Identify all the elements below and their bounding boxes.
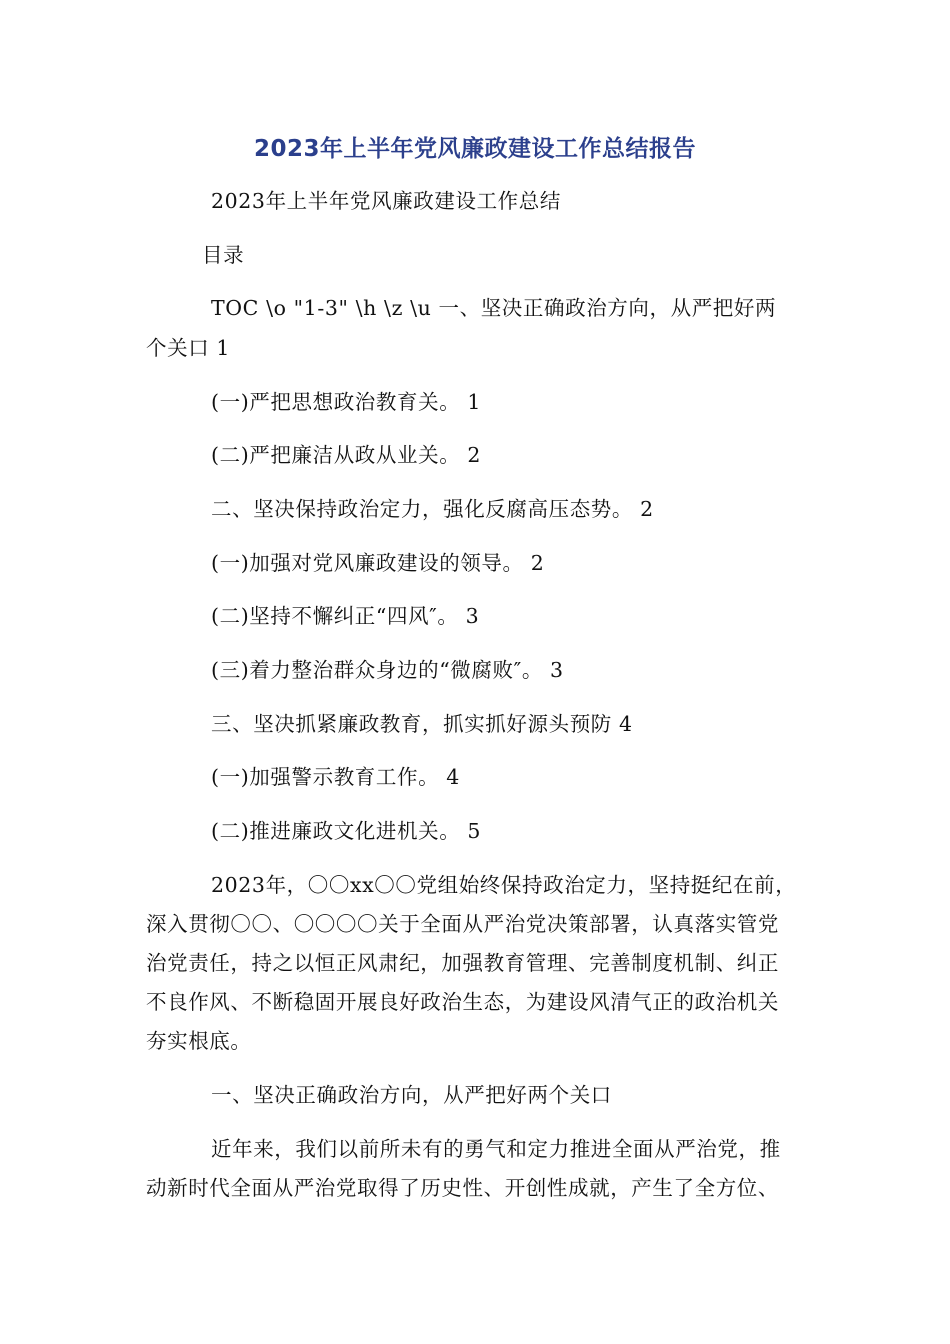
toc-item: (一)加强警示教育工作。 4 <box>211 765 460 789</box>
intro-paragraph-line: 夯实根底。 <box>146 1029 252 1053</box>
toc-item: 二、坚决保持政治定力，强化反腐高压态势。 2 <box>211 497 654 521</box>
intro-paragraph-line: 不良作风、不断稳固开展良好政治生态，为建设风清气正的政治机关 <box>146 990 779 1014</box>
document-title: 2023年上半年党风廉政建设工作总结报告 <box>253 136 696 162</box>
intro-paragraph-line: 治党责任，持之以恒正风肃纪，加强教育管理、完善制度机制、纠正 <box>146 951 779 975</box>
toc-item: (二)推进廉政文化进机关。 5 <box>211 819 482 843</box>
document-subtitle: 2023年上半年党风廉政建设工作总结 <box>211 189 561 213</box>
toc-item: (二)坚持不懈纠正“四风″。 3 <box>211 604 480 628</box>
intro-paragraph-line: 2023年，〇〇xx〇〇党组始终保持政治定力，坚持挺纪在前， <box>211 873 797 897</box>
toc-item: (一)加强对党风廉政建设的领导。 2 <box>211 551 545 575</box>
body-paragraph-line: 动新时代全面从严治党取得了历史性、开创性成就，产生了全方位、 <box>146 1176 779 1200</box>
section-heading: 一、坚决正确政治方向，从严把好两个关口 <box>211 1083 612 1107</box>
intro-paragraph-line: 深入贯彻〇〇、〇〇〇〇关于全面从严治党决策部署，认真落实管党 <box>146 912 779 936</box>
toc-item: (一)严把思想政治教育关。 1 <box>211 390 482 414</box>
body-paragraph-line: 近年来，我们以前所未有的勇气和定力推进全面从严治党，推 <box>211 1137 781 1161</box>
toc-item: 三、坚决抓紧廉政教育，抓实抓好源头预防 4 <box>211 712 633 736</box>
toc-item: (三)着力整治群众身边的“微腐败″。 3 <box>211 658 564 682</box>
toc-label: 目录 <box>202 243 245 267</box>
toc-item: (二)严把廉洁从政从业关。 2 <box>211 443 482 467</box>
toc-first-line: TOC \o "1-3" \h \z \u 一、坚决正确政治方向，从严把好两 <box>211 296 777 320</box>
toc-first-line-continued: 个关口 1 <box>146 336 231 360</box>
